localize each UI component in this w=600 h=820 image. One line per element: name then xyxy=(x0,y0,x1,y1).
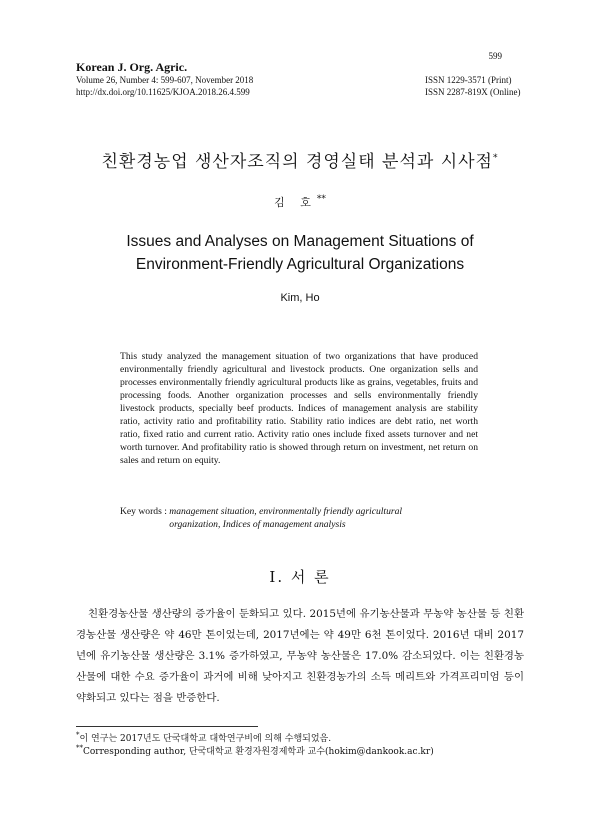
issn-online: ISSN 2287-819X (Online) xyxy=(425,86,521,97)
abstract: This study analyzed the management situation of two organizations that have produced environmentally friendly agricultural and livestock products. One organization sells and processes environmentally friendly agricultural products like as grains, vegetables, fruits and processing foods. Another organization processes and sells environmentally friendly livestock products, specially beef products. Indices of management analysis are stability ratio, activity ratio and profitability ratio. Stability ratio indices are debt ratio, net worth ratio, fixed ratio and current ratio. Activity ratio ones include fixed assets turnover and net worth turnover. And profitability ratio is showed through return on investment, net return on sales and return on equity. xyxy=(120,351,478,466)
english-title xyxy=(0,230,600,276)
footnote-2-mark: ** xyxy=(76,744,83,752)
section-heading: Ⅰ. 서 론 xyxy=(269,568,331,586)
issn-print: ISSN 1229-3571 (Print) xyxy=(425,75,512,85)
page-number: 599 xyxy=(488,51,502,61)
body-paragraph: 친환경농산물 생산량의 증가율이 둔화되고 있다. 2015년에 유기농산물과 무농약 농산물 등 친환경농산물 생산량은 약 46만 톤이었는데, 2017년에는 약 49만 6천 톤이었다. 2016년 대비 2017년에 유기농산물 생산량은 3.1% 증가하였고, 무농약 농산물은 17.0% 감소되었다. 이는 친환경농산물에 대한 수요 증가율이 과거에 비해 낮아지고 친환경농가의 소득 메리트와 가격프리미엄 등이 약화되고 있다는 점을 반증한다. xyxy=(76,608,524,704)
footnote-1-mark: * xyxy=(76,731,80,739)
english-title-line2: Environment-Friendly Agricultural Organizations xyxy=(135,256,465,273)
korean-author-name: 김 호 xyxy=(274,196,317,209)
keywords-text: management situation, environmentally friendly agricultural organization, Indices of management analysis xyxy=(169,506,403,530)
author-footnote-mark: ** xyxy=(316,194,326,205)
journal-name: Korean J. Org. Agric. xyxy=(76,60,188,74)
korean-title xyxy=(0,147,600,172)
issn-block xyxy=(425,75,521,98)
keywords xyxy=(120,505,449,531)
journal-header xyxy=(76,60,253,98)
footnote-divider xyxy=(76,726,258,727)
english-title-line1: Issues and Analyses on Management Situations of xyxy=(126,233,474,250)
title-footnote-mark: * xyxy=(492,153,499,164)
footnote-1 xyxy=(76,733,331,746)
footnote-1-text: 이 연구는 2017년도 단국대학교 대학연구비에 의해 수행되었음. xyxy=(79,734,332,744)
english-author: Kim, Ho xyxy=(280,292,320,304)
korean-title-text: 친환경농업 생산자조직의 경영실태 분석과 시사점 xyxy=(101,152,493,172)
volume-line: Volume 26, Number 4: 599-607, November 2018 xyxy=(76,75,254,85)
korean-author xyxy=(0,194,600,210)
keywords-label: Key words : xyxy=(120,506,170,517)
footnote-2-text: Corresponding author, 단국대학교 환경자원경제학과 교수(hokim@dankook.ac.kr) xyxy=(83,747,434,757)
footnote-2 xyxy=(76,746,434,759)
doi-line: http://dx.doi.org/10.11625/KJOA.2018.26.4.599 xyxy=(76,86,250,97)
